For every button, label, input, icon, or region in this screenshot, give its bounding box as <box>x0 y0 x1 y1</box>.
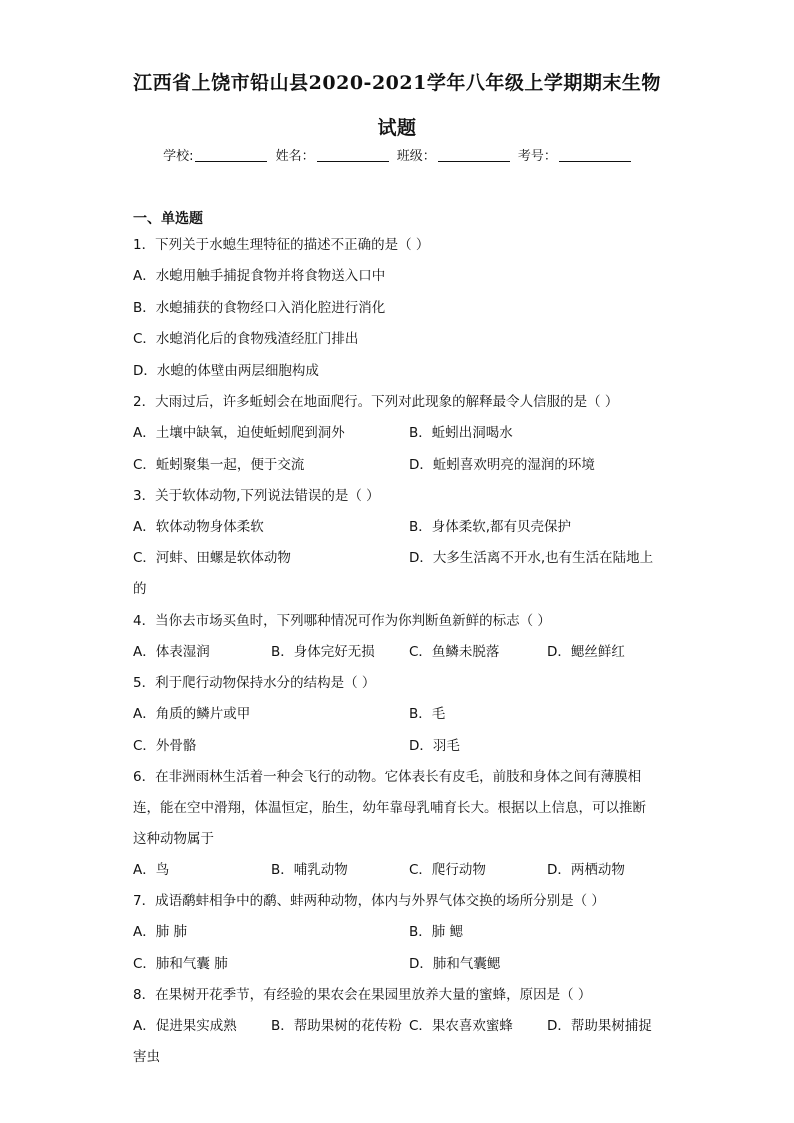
question-stem: 3．关于软体动物,下列说法错误的是（ ） <box>133 488 380 504</box>
option-a: A．促进果实成熟 <box>133 1018 237 1034</box>
option-a: A．鸟 <box>133 862 170 878</box>
question-stem: 4．当你去市场买鱼时，下列哪种情况可作为你判断鱼新鲜的标志（ ） <box>133 613 551 629</box>
question-stem: 6．在非洲雨林生活着一种会飞行的动物。它体表长有皮毛，前肢和身体之间有薄膜相 <box>133 769 642 785</box>
option-b: B．哺乳动物 <box>271 862 348 878</box>
option-c: C．水螅消化后的食物残渣经肛门排出 <box>133 331 359 347</box>
question-stem: 2．大雨过后，许多蚯蚓会在地面爬行。下列对此现象的解释最令人信服的是（ ） <box>133 394 619 410</box>
name-blank <box>317 148 389 162</box>
option-b: B．帮助果树的花传粉 <box>271 1018 402 1034</box>
option-d: D．鳃丝鲜红 <box>547 644 625 660</box>
page-title-line2: 试题 <box>377 117 417 139</box>
option-a: A．水螅用触手捕捉食物并将食物送入口中 <box>133 268 386 284</box>
option-c: C．果农喜欢蜜蜂 <box>409 1018 513 1034</box>
option-c: C．肺和气囊 肺 <box>133 956 228 972</box>
question-stem-line2: 连，能在空中滑翔，体温恒定，胎生，幼年靠母乳哺育长大。根据以上信息，可以推断 <box>133 800 646 816</box>
option-a: A．体表湿润 <box>133 644 210 660</box>
option-d: D．大多生活离不开水,也有生活在陆地上 <box>409 550 654 566</box>
class-field <box>397 145 510 164</box>
option-c: C．外骨骼 <box>133 738 197 754</box>
option-d-continued: 害虫 <box>133 1049 160 1065</box>
name-label: 姓名： <box>275 149 315 164</box>
page-title: 江西省上饶市铅山县2020-2021学年八年级上学期期末生物 <box>133 72 661 94</box>
option-b: B．毛 <box>409 706 446 722</box>
school-field <box>163 145 267 164</box>
option-a: A．角质的鳞片或甲 <box>133 706 251 722</box>
number-blank <box>559 148 631 162</box>
class-label: 班级： <box>396 149 436 164</box>
option-d: D．水螅的体壁由两层细胞构成 <box>133 363 319 379</box>
school-blank <box>195 148 267 162</box>
question-stem: 1．下列关于水螅生理特征的描述不正确的是（ ） <box>133 237 430 253</box>
option-b: B．水螅捕获的食物经口入消化腔进行消化 <box>133 300 386 316</box>
option-d: D．肺和气囊鳃 <box>409 956 501 972</box>
option-c: C．蚯蚓聚集一起，便于交流 <box>133 457 305 473</box>
number-field <box>518 145 631 164</box>
option-b: B．蚯蚓出洞喝水 <box>409 425 513 441</box>
option-b: B．身体完好无损 <box>271 644 375 660</box>
question-stem: 8．在果树开花季节，有经验的果农会在果园里放养大量的蜜蜂，原因是（ ） <box>133 987 592 1003</box>
option-b: B．肺 鳃 <box>409 924 464 940</box>
option-a: A．软体动物身体柔软 <box>133 519 264 535</box>
option-d: D．羽毛 <box>409 738 460 754</box>
class-blank <box>438 148 510 162</box>
name-field <box>276 145 389 164</box>
option-b: B．身体柔软,都有贝壳保护 <box>409 519 572 535</box>
question-stem-line3: 这种动物属于 <box>133 831 214 847</box>
option-a: A．土壤中缺氧，迫使蚯蚓爬到洞外 <box>133 425 345 441</box>
option-d: D．帮助果树捕捉 <box>547 1018 652 1034</box>
option-c: C．河蚌、田螺是软体动物 <box>133 550 291 566</box>
student-info-row <box>0 145 794 164</box>
option-d: D．蚯蚓喜欢明亮的湿润的环境 <box>409 457 595 473</box>
option-a: A．肺 肺 <box>133 924 188 940</box>
number-label: 考号： <box>517 149 557 164</box>
school-label: 学校: <box>163 149 194 164</box>
option-d: D．两栖动物 <box>547 862 625 878</box>
question-stem: 7．成语鹬蚌相争中的鹬、蚌两种动物，体内与外界气体交换的场所分别是（ ） <box>133 893 605 909</box>
section-title: 一、单选题 <box>133 211 203 227</box>
option-c: C．鱼鳞未脱落 <box>409 644 500 660</box>
option-d-continued: 的 <box>133 581 147 597</box>
question-stem: 5．利于爬行动物保持水分的结构是（ ） <box>133 675 376 691</box>
option-c: C．爬行动物 <box>409 862 486 878</box>
